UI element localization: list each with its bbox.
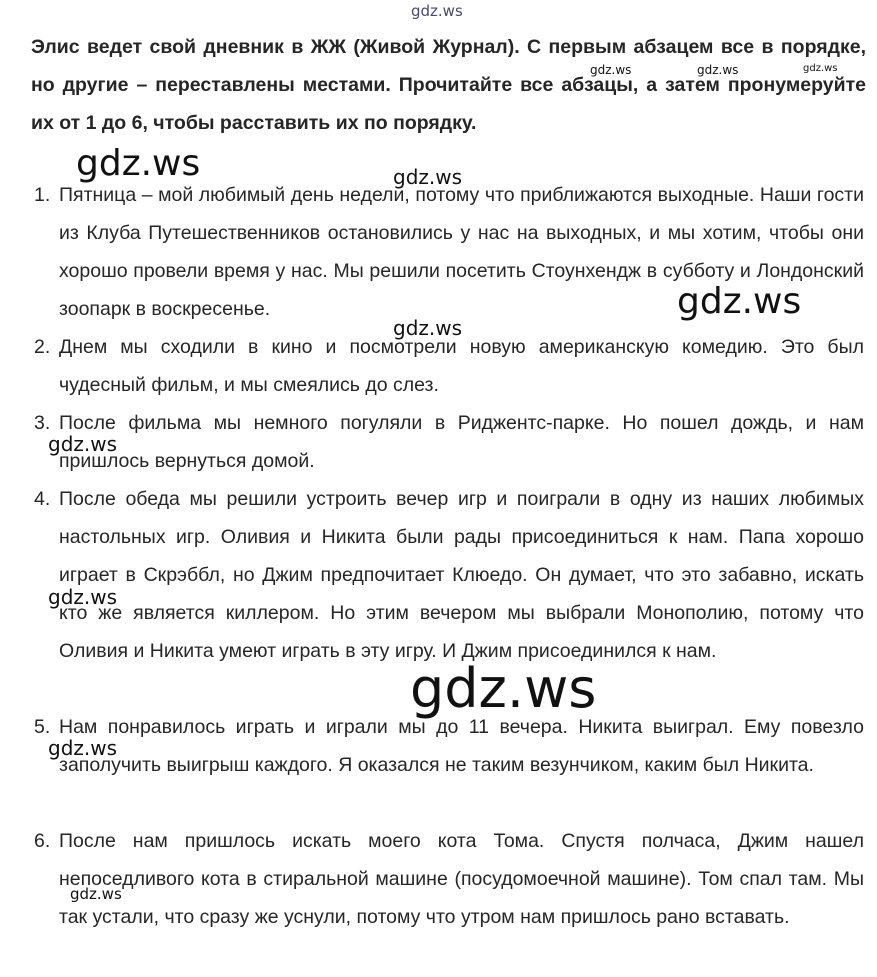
watermark: gdz.ws <box>393 165 463 189</box>
paragraph-text: Пятница – мой любимый день недели, потому что приближаются выходные. Наши гости из Клуба Путешественников остановились у нас на выходных, и мы хотим, чтобы они хорошо провели время у нас. Мы решили посетить Стоунхендж в субботу и Лондонский зоопарк в воскресенье. <box>59 184 864 320</box>
watermark: gdz.ws <box>48 736 118 760</box>
paragraph-number: 4. <box>34 488 51 510</box>
watermark: gdz.ws <box>697 63 739 77</box>
watermark: gdz.ws <box>70 885 122 903</box>
watermark: gdz.ws <box>410 657 597 720</box>
watermark: gdz.ws <box>48 432 118 456</box>
task-number <box>6 28 31 66</box>
paragraph-3 <box>34 404 864 480</box>
paragraph-4 <box>34 480 864 670</box>
watermark: gdz.ws <box>76 143 201 184</box>
watermark: gdz.ws <box>393 316 463 340</box>
watermark: gdz.ws <box>590 63 632 77</box>
task-instruction <box>6 28 866 142</box>
paragraph-text: Днем мы сходили в кино и посмотрели новую американскую комедию. Это был чудесный фильм, и мы смеялись до слез. <box>59 336 864 396</box>
paragraph-text: После обеда мы решили устроить вечер игр и поиграли в одну из наших любимых настольных игр. Оливия и Никита были рады присоединиться к нам. Папа хорошо играет в Скрэббл, но Джим предпочитает Клюедо. Он думает, что это забавно, искать кто же является киллером. Но этим вечером мы выбрали Монополию, потому что Оливия и Никита умеют играть в эту игру. И Джим присоединился к нам. <box>59 488 864 662</box>
paragraph-number: 5. <box>34 716 51 738</box>
paragraph-6 <box>34 822 864 936</box>
watermark: gdz.ws <box>48 585 118 609</box>
paragraph-number: 1. <box>34 184 51 206</box>
paragraph-text: Нам понравилось играть и играли мы до 11 вечера. Никита выиграл. Ему повезло заполучить выигрыш каждого. Я оказался не таким везунчиком, каким был Никита. <box>59 716 864 776</box>
paragraph-number: 3. <box>34 412 51 434</box>
paragraph-number: 2. <box>34 336 51 358</box>
task-text: Элис ведет свой дневник в ЖЖ (Живой Журнал). С первым абзацем все в порядке, но другие – переставлены местами. Прочитайте все абзацы, а затем пронумеруйте их от 1 до 6, чтобы расставить их по порядку. <box>31 36 866 134</box>
watermark: gdz.ws <box>677 281 802 322</box>
paragraph-text: После фильма мы немного погуляли в Риджентс-парке. Но пошел дождь, и нам пришлось вернуться домой. <box>59 412 864 472</box>
paragraph-text: После нам пришлось искать моего кота Тома. Спустя полчаса, Джим нашел непоседливого кота в стиральной машине (посудомоечной машине). Том спал там. Мы так устали, что сразу же уснули, потому что утром нам пришлось рано вставать. <box>59 830 864 928</box>
paragraph-number: 6. <box>34 830 51 852</box>
watermark: gdz.ws <box>411 2 463 20</box>
watermark: gdz.ws <box>803 63 838 74</box>
